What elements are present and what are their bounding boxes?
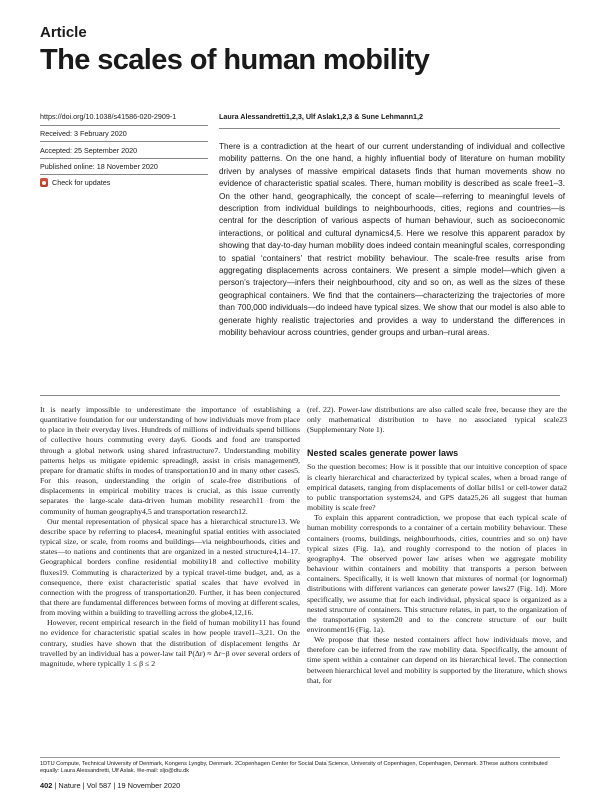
meta-divider <box>40 174 208 175</box>
page-footer <box>40 781 180 790</box>
authors-divider <box>219 128 560 129</box>
check-updates-label: Check for updates <box>52 178 111 187</box>
paragraph: To explain this apparent contradiction, we propose that each typical scale of human mobility corresponds to a container of a certain mobility behaviour. These containers (rooms, buildings, neighbourhoods, cities, countries and so on) have typical sizes (Fig. 1a), and roughly correspond to the notion of places in geography4. The observed power law arises when we aggregate mobility behaviour within containers and mobility that transports a person between containers. Specifically, it is well known that mixtures of normal (or lognormal) distributions with different variances can generate power laws27 (Fig. 1d). More specifically, we assume that for each individual, physical space is organized as a nested structure of containers. This structure relates, in part, to the organization of the transportation system20 and to the concrete structure of our built environment16 (Fig. 1a). <box>307 513 567 634</box>
paragraph: It is nearly impossible to underestimate the importance of establishing a quantitative foundation for our understanding of how individuals move from place to place in their everyday lives. Hundreds of millions of individuals spend billions of collective hours commuting every day6. Goods and food are transported through a global network using shared infrastructure7. Understanding mobility patterns helps us mitigate epidemic spreading8, assist in crisis management9, prepare for dramatic shifts in modes of transportation10 and in many other cases5. For this reason, understanding the origin of scale-free distributions of displacements in empirical mobility traces is crucial, as this issue currently separates the large-scale data-driven human mobility research11 from the community of human geography4,5 and transportation research12. <box>40 405 300 516</box>
paragraph: We propose that these nested containers affect how individuals move, and therefore can be inferred from the raw mobility data. Specifically, the amount of time spent within a container can depend on its hierarchical level. The connection between hierarchical level and mobility is supported by the literature, which shows that, for <box>307 635 567 685</box>
body-column-right <box>307 405 567 686</box>
doi-link[interactable]: https://doi.org/10.1038/s41586-020-2909-1 <box>40 112 177 121</box>
accepted-date: Accepted: 25 September 2020 <box>40 146 138 155</box>
journal-name: Nature <box>58 781 81 790</box>
abstract: There is a contradiction at the heart of our current understanding of individual and collective mobility patterns. On the one hand, a highly influential body of literature on human mobility driven by analyses of massive empirical datasets finds that human movements show no evidence of characteristic spatial scales. There, human mobility is described as scale free1–3. On the other hand, geographically, the concept of scale—referring to meaningful levels of description from individual buildings to neighbourhoods, cities, regions and countries—is central for the description of various aspects of human behaviour, such as socioeconomic interactions, or political and cultural dynamics4,5. Here we resolve this apparent paradox by showing that day-to-day human mobility does indeed contain meaningful scales, corresponding to spatial ‘containers’ that restrict mobility behaviour. The scale-free results arise from aggregating displacements across containers. We present a simple model—which given a person’s trajectory—infers their neighbourhood, city and so on, as well as the sizes of these geographical containers. We find that the containers—characterizing the trajectories of more than 700,000 individuals—do indeed have typical sizes. We show that our model is also able to generate highly realistic trajectories and provides a way to understand the differences in mobility behaviour across countries, gender groups and urban–rural areas. <box>219 142 565 338</box>
meta-divider <box>40 141 208 142</box>
body-column-left <box>40 405 300 669</box>
check-for-updates-button[interactable] <box>40 178 110 187</box>
paragraph: Our mental representation of physical space has a hierarchical structure13. We describe space by referring to places4, meaningful spatial entities with associated typical size, or scale, from rooms and buildings—via neighbourhoods, cities and states—to nations and continents that are organized in a nested structure4,14–17. Geographical borders confine residential mobility18 and collective mobility fluxes19. Commuting is characterized by a typical travel-time budget, and, as a consequence, there exist characteristic spatial scales that have evolved in connection with the progress of transportation20. Further, it has been conjectured that there are fundamental differences between forms of moving at different scales, from moving within a building to travelling across the globe4,12,16. <box>40 516 300 618</box>
section-heading: Nested scales generate power laws <box>307 448 459 459</box>
volume: Vol 587 <box>86 781 112 790</box>
check-updates-icon <box>40 178 48 187</box>
paragraph: However, recent empirical research in the field of human mobility11 has found no evidence for characteristic spatial scales in how people travel1–3,21. On the contrary, studies have shown that the distribution of displacement lengths Δr travelled by an individual has a power-law tail P(Δr) ≈ Δr−β over several orders of magnitude, where typically 1 ≤ β ≤ 2 <box>40 618 300 668</box>
received-date: Received: 3 February 2020 <box>40 129 127 138</box>
published-date: Published online: 18 November 2020 <box>40 162 158 171</box>
footer-separator: | <box>82 781 87 790</box>
paper-title: The scales of human mobility <box>40 44 430 76</box>
author-list: Laura Alessandretti1,2,3, Ulf Aslak1,2,3 & Sune Lehmann1,2 <box>219 112 423 121</box>
affiliations-footnote: 1DTU Compute, Technical University of Denmark, Kongens Lyngby, Denmark. 2Copenhagen Center for Social Data Science, University of Copenhagen, Copenhagen, Denmark. 3These authors contributed equally: Laura Alessandretti, Ulf Aslak. ✉e-mail: sljo@dtu.dk <box>40 761 548 775</box>
issue-date: 19 November 2020 <box>117 781 181 790</box>
paragraph: (ref. 22). Power-law distributions are also called scale free, because they are the only mathematical distribution to have no associated typical scale23 (Supplementary Note 1). <box>307 405 567 435</box>
page-number: 402 <box>40 781 53 790</box>
footer-separator: | <box>113 781 118 790</box>
meta-divider <box>40 125 208 126</box>
body-divider <box>40 395 560 396</box>
meta-divider <box>40 158 208 159</box>
footnote-divider <box>40 757 560 758</box>
paragraph: So the question becomes: How is it possible that our intuitive conception of space is clearly hierarchical and characterized by typical scales, when a broad range of empirical datasets, ranging from displacements of dollar bills1 or cell-tower data2 to public transportation systems24, and GPS data25,26 all suggest that human mobility is scale free? <box>307 462 567 513</box>
article-label: Article <box>40 24 87 41</box>
footer-separator: | <box>54 781 59 790</box>
